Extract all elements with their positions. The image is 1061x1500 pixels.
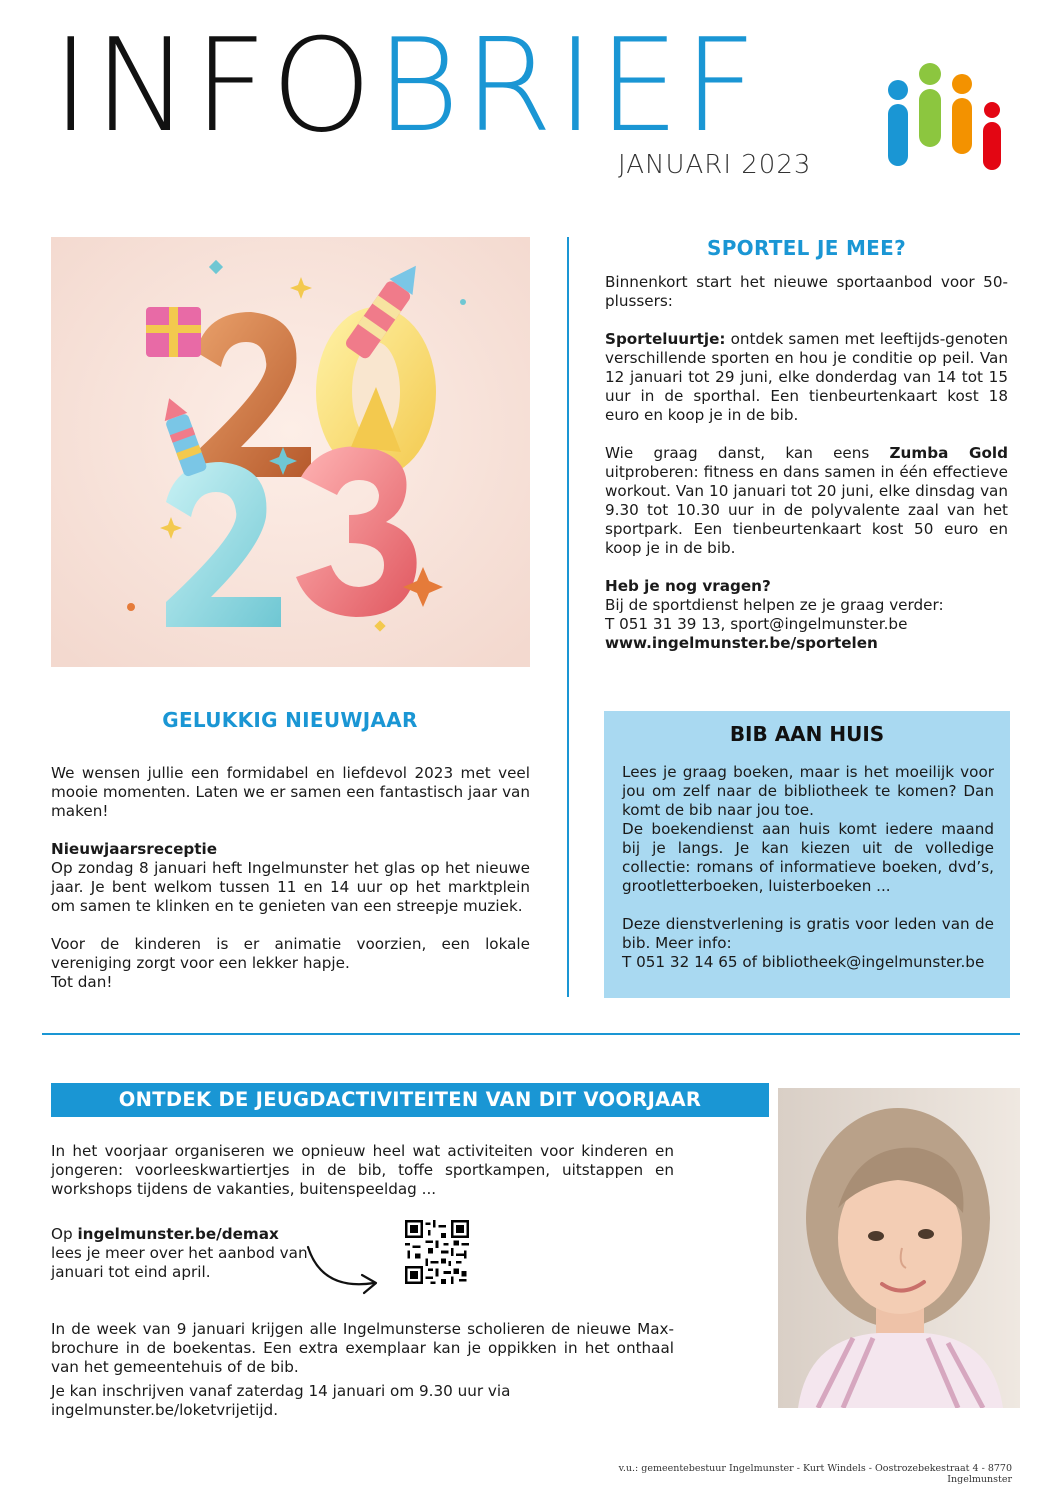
bib-p3: Deze dienstverlening is gratis voor leden van de bib. Meer info: <box>622 915 994 952</box>
zumba-text-a: Wie graag danst, kan eens <box>605 444 890 462</box>
jeugd-p1: In het voorjaar organiseren we opnieuw heel wat activiteiten voor kinderen en jongeren: voorleeskwartiertjes in de bib, toffe sportkampen, uitstappen en workshops tijdens de vakanties, buitenspeeldag ... <box>51 1142 674 1198</box>
zumba-text-b: uitproberen: fitness en dans samen in één effectieve workout. Van 10 januari tot 20 juni, elke dinsdag van 9.30 tot 10.30 uur in de polyvalente zaal van het sportpark. Een tienbeurtenkaart kost 50 euro en koop je in de bib. <box>605 463 1008 557</box>
bib-body <box>622 763 994 972</box>
zumba-label: Zumba Gold <box>889 444 1008 462</box>
sportel-questions-title <box>605 577 1008 596</box>
sportel-zumba <box>605 444 1008 558</box>
demax-prefix: Op <box>51 1225 78 1243</box>
gelukkig-p1: We wensen jullie een formidabel en liefdevol 2023 met veel mooie momenten. Laten we er samen een fantastisch jaar van maken! <box>51 764 530 820</box>
receptie-label: Nieuwjaarsreceptie <box>51 840 218 858</box>
sportel-body <box>605 273 1008 653</box>
column-divider <box>567 237 569 997</box>
gelukkig-heading: GELUKKIG NIEUWJAAR <box>162 708 418 732</box>
sporteluurtje-text: ontdek samen met leeftijds-genoten verschillende sporten en hou je conditie op peil. Van 12 januari tot 29 juni, elke donderdag van 14 tot 15 uur in de sporthal. Een tienbeurtenkaart kost 18 euro en koop je in de bib. <box>605 330 1008 424</box>
title-brief: BRIEF <box>375 12 761 161</box>
curved-arrow-icon <box>300 1233 386 1303</box>
sporteluurtje-label: Sporteluurtje: <box>605 330 726 348</box>
section-divider <box>42 1033 1020 1035</box>
bib-p2: De boekendienst aan huis komt iedere maand bij je langs. Je kan kiezen uit de volledige collectie: romans of informatieve boeken, dvd’s, grootletterboeken, luisterboeken ... <box>622 820 994 895</box>
bib-contact[interactable]: T 051 32 14 65 of bibliotheek@ingelmunster.be <box>622 953 985 971</box>
sportel-heading: SPORTEL JE MEE? <box>707 236 906 260</box>
bib-heading: BIB AAN HUIS <box>729 722 885 746</box>
demax-link[interactable]: ingelmunster.be/demax <box>77 1225 279 1243</box>
gelukkig-closing: Tot dan! <box>51 973 113 991</box>
sportel-questions-line1: Bij de sportdienst helpen ze je graag verder: <box>605 596 944 614</box>
jeugd-heading: ONTDEK DE JEUGDACTIVITEITEN VAN DIT VOORJAAR <box>118 1088 702 1111</box>
jeugd-p3: In de week van 9 januari krijgen alle Ingelmunsterse scholieren de nieuwe Max-brochure in de boekentas. Een extra exemplaar kan je oppikken in het onthaal van het gemeentehuis of de bib. <box>51 1320 674 1376</box>
sportel-sporteluurtje <box>605 330 1008 425</box>
gelukkig-body <box>51 764 530 992</box>
masthead-title <box>52 12 761 161</box>
jeugd-p2 <box>51 1225 311 1282</box>
publisher-footer: v.u.: gemeentebestuur Ingelmunster - Kurt Windels - Oostrozebekestraat 4 - 8770 Ingelmunster <box>618 1463 1012 1485</box>
qr-code[interactable] <box>405 1220 469 1284</box>
girl-photo <box>778 1088 1020 1408</box>
title-info: INFO <box>52 12 376 161</box>
edition-date: JANUARI 2023 <box>618 150 812 180</box>
sportel-intro: Binnenkort start het nieuwe sportaanbod voor 50-plussers: <box>605 273 1008 310</box>
jeugd-p4: Je kan inschrijven vanaf zaterdag 14 januari om 9.30 uur via ingelmunster.be/loketvrijetijd. <box>51 1382 511 1419</box>
receptie-title <box>51 840 530 859</box>
demax-text: lees je meer over het aanbod van januari tot eind april. <box>51 1244 308 1281</box>
questions-title: Heb je nog vragen? <box>605 577 771 595</box>
gelukkig-p2: Op zondag 8 januari heft Ingelmunster het glas op het nieuwe jaar. Je bent welkom tussen 11 en 14 uur op het marktplein om samen te klinken en te genieten van een streepje muziek. <box>51 859 530 915</box>
bib-p1: Lees je graag boeken, maar is het moeilijk voor jou om zelf naar de bibliotheek te komen? Dan komt de bib naar jou toe. <box>622 763 994 819</box>
sportel-contact[interactable]: T 051 31 39 13, sport@ingelmunster.be <box>605 615 908 633</box>
municipality-logo <box>884 62 1008 172</box>
sportel-link[interactable] <box>605 634 1008 653</box>
new-year-2023-image <box>51 237 530 667</box>
sportelen-url[interactable]: www.ingelmunster.be/sportelen <box>605 634 878 652</box>
gelukkig-p3: Voor de kinderen is er animatie voorzien, een lokale vereniging zorgt voor een lekker hapje. <box>51 935 530 972</box>
